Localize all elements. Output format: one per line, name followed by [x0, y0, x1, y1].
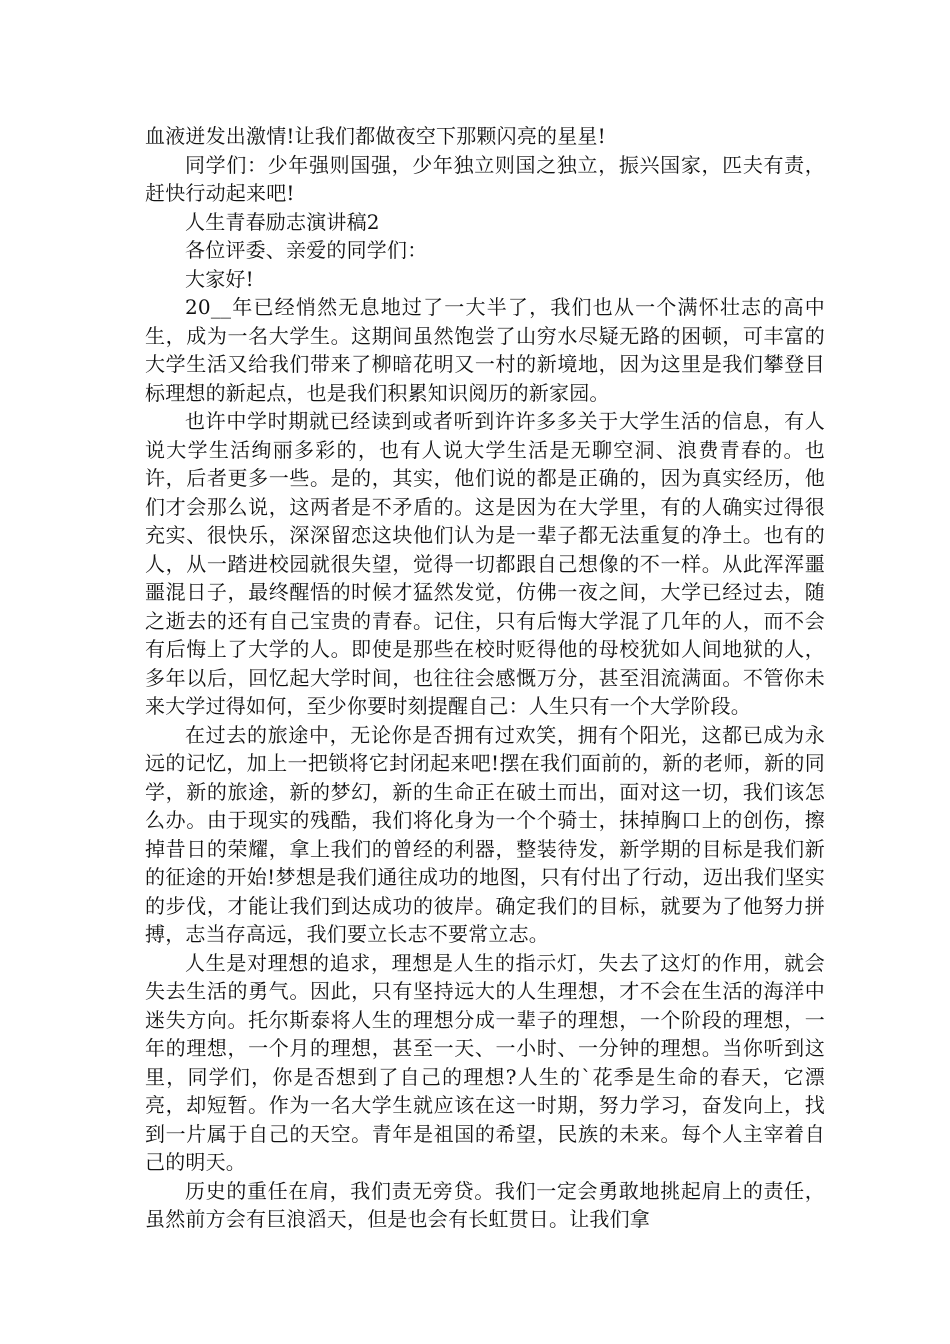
paragraph-7: 也许中学时期就已经读到或者听到许许多多关于大学生活的信息，有人说大学生活绚丽多彩的，也有人说大学生活是无聊空洞、浪费青春的。也许，后者更多一些。是的，其实，他们说的都是正确的，因为真实经历，他们才会那么说，这两者是不矛盾的。这是因为在大学里，有的人确实过得很充实、很快乐，深深留恋这块他们认为是一辈子都无法重复的净土。也有的人，从一踏进校园就很失望，觉得一切都跟自己想像的不一样。从此浑浑噩噩混日子，最终醒悟的时候才猛然发觉，仿佛一夜之间，大学已经过去，随之逝去的还有自己宝贵的青春。记住，只有后悔大学混了几年的人，而不会有后悔上了大学的人。即使是那些在校时贬得他的母校犹如人间地狱的人，多年以后，回忆起大学时间，也往往会感慨万分，甚至泪流满面。不管你未来大学过得如何，至少你要时刻提醒自己：人生只有一个大学阶段。 — [145, 409, 825, 718]
paragraph-9: 人生是对理想的追求，理想是人生的指示灯，失去了这灯的作用，就会失去生活的勇气。因此，只有坚持远大的人生理想，才不会在生活的海洋中迷失方向。托尔斯泰将人生的理想分成一辈子的理想，一个阶段的理想，一年的理想，一个月的理想，甚至一天、一小时、一分钟的理想。当你听到这里，同学们，你是否想到了自己的理想?人生的`花季是生命的春天，它漂亮，却短暂。作为一名大学生就应该在这一时期，努力学习，奋发向上，找到一片属于自己的天空。青年是祖国的希望，民族的未来。每个人主宰着自己的明天。 — [145, 950, 825, 1174]
greeting: 大家好! — [185, 266, 254, 291]
document-page — [145, 122, 825, 1234]
paragraph-10: 历史的重任在肩，我们责无旁贷。我们一定会勇敢地挑起肩上的责任，虽然前方会有巨浪滔天，但是也会有长虹贯日。让我们拿 — [145, 1178, 825, 1231]
paragraph-1: 血液迸发出激情!让我们都做夜空下那颗闪亮的星星! — [145, 124, 606, 148]
paragraph-6: 20__年已经悄然无息地过了一大半了，我们也从一个满怀壮志的高中生，成为一名大学生。这期间虽然饱尝了山穷水尽疑无路的困顿，可丰富的大学生活又给我们带来了柳暗花明又一村的新境地，因为这里是我们攀登目标理想的新起点，也是我们积累知识阅历的新家园。 — [145, 295, 825, 405]
section-heading: 人生青春励志演讲稿2 — [185, 209, 380, 234]
salutation: 各位评委、亲爱的同学们： — [185, 238, 428, 262]
paragraph-8: 在过去的旅途中，无论你是否拥有过欢笑，拥有个阳光，这都已成为永远的记忆，加上一把锁将它封闭起来吧!摆在我们面前的，新的老师，新的同学，新的旅途，新的梦幻，新的生命正在破土而出，面对这一切，我们该怎么办。由于现实的残酷，我们将化身为一个个骑士，抹掉胸口上的创伤，擦掉昔日的荣耀，拿上我们的曾经的利器，整装待发，新学期的目标是我们新的征途的开始!梦想是我们通往成功的地图，只有付出了行动，迈出我们坚实的步伐，才能让我们到达成功的彼岸。确定我们的目标，就要为了他努力拼搏，志当存高远，我们要立长志不要常立志。 — [145, 722, 825, 946]
paragraph-2: 同学们：少年强则国强，少年独立则国之独立，振兴国家，匹夫有责，赶快行动起来吧! — [145, 152, 825, 205]
